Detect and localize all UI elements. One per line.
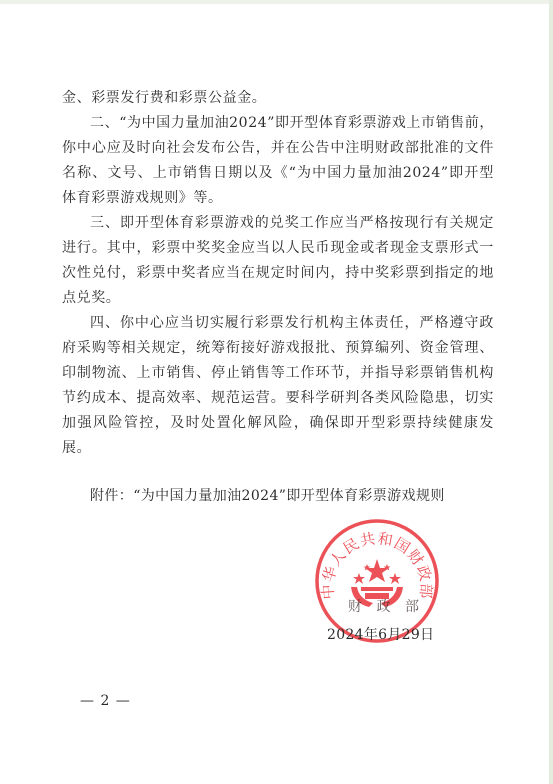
attachment-line: 附件：“为中国力量加油2024”即开型体育彩票游戏规则 [90,488,445,504]
page-number: — 2 — [80,693,131,709]
signature-text: 财 政 部 [348,599,424,615]
paragraph-3: 三、即开型体育彩票游戏的兑奖工作应当严格按现行有关规定进行。其中，彩票中奖奖金应当以人民币现金或者现金支票形式一次性兑付，彩票中奖者应当在规定时间内，持中奖彩票到指定的地点兑奖。 [62,215,494,306]
paragraph-continuation: 金、彩票发行费和彩票公益金。 [62,90,267,106]
svg-text:中华人民共和国财政部: 中华人民共和国财政部 [318,529,436,601]
signing-date: 2024年6月29日 [327,627,435,643]
paragraph-4: 四、你中心应当切实履行彩票发行机构主体责任，严格遵守政府采购等相关规定，统筹衔接好游戏报批、预算编列、资金管理、印制物流、上市销售、停止销售等工作环节，并指导彩票销售机构节约成本、提高效率、规范运营。要科学研判各类风险隐患，切实加强风险管控，及时处置化解风险，确保即开型彩票持续健康发展。 [62,315,494,456]
page-top-edge [0,0,553,4]
page-right-edge [549,0,553,784]
document-body [62,86,494,461]
paragraph-2: 二、“为中国力量加油2024”即开型体育彩票游戏上市销售前，你中心应及时向社会发布公告，并在公告中注明财政部批准的文件名称、文号、上市销售日期以及《“为中国力量加油2024”即开型体育彩票游戏规则》等。 [62,115,494,206]
